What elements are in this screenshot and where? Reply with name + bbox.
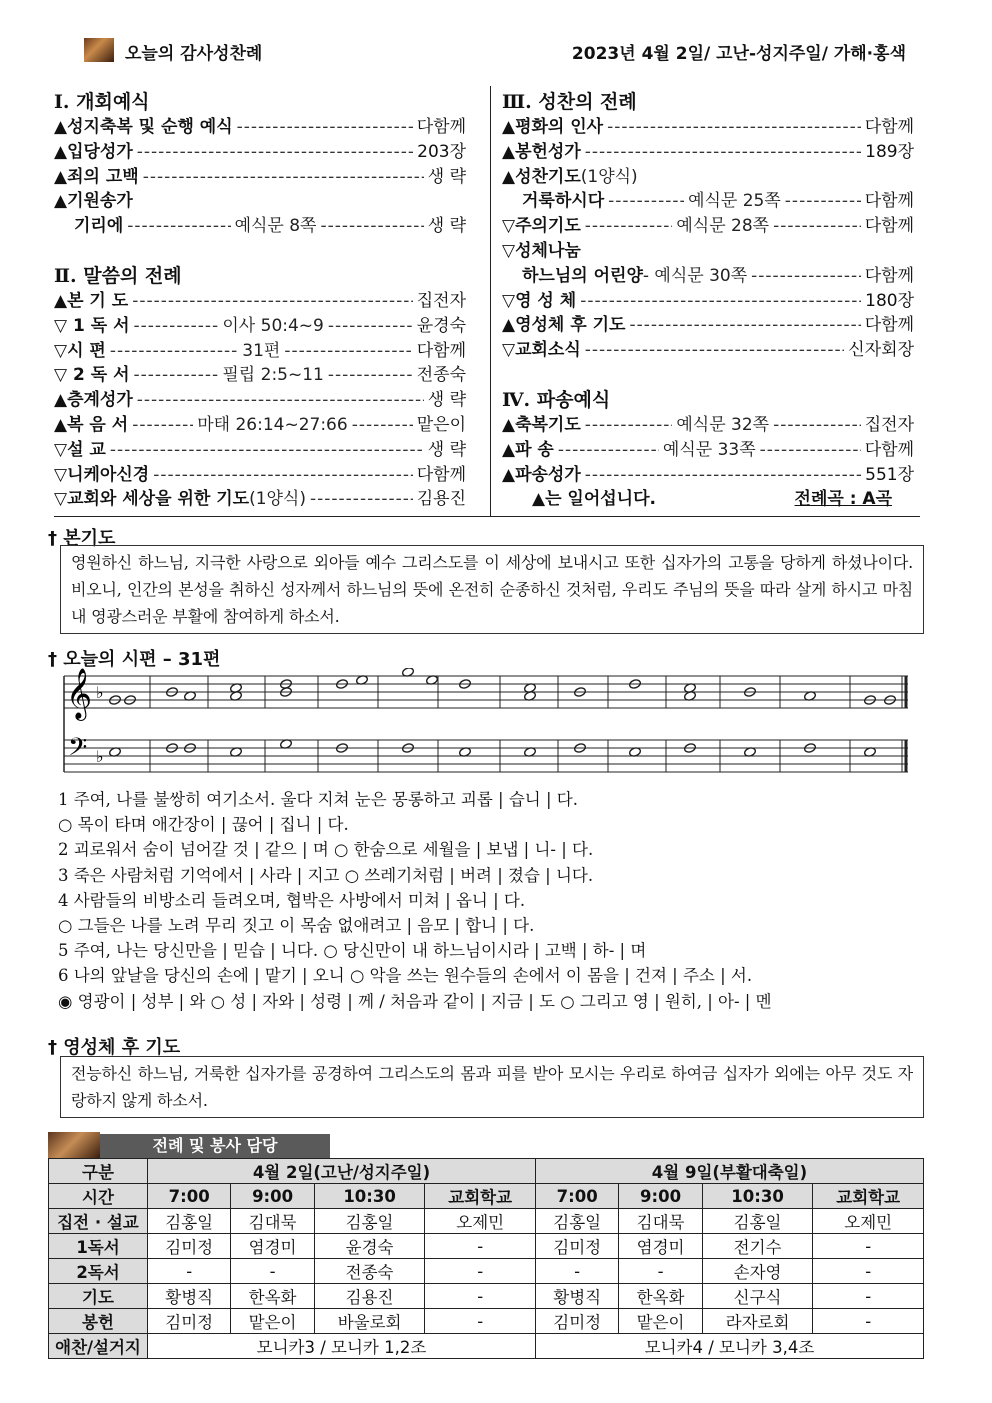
psalm-title: † 오늘의 시편 – 31편 (48, 649, 221, 670)
order-item-note: 필립 2:5~11 (222, 365, 324, 386)
leader-dots (585, 140, 861, 165)
order-item-label: 기리에 (74, 216, 124, 237)
order-item (54, 388, 466, 413)
order-item-assignee: 다함께 (416, 340, 466, 361)
order-item (54, 363, 466, 388)
table-cell: 김미정 (148, 1234, 231, 1259)
row-label: 시간 (49, 1184, 148, 1209)
psalm-verse: 4 사람들의 비방소리 들려오며, 협박은 사방에서 미쳐 | 옵니 | 다. (58, 890, 526, 910)
row-label: 애찬/설거지 (49, 1334, 148, 1359)
table-cell: 김용진 (314, 1284, 425, 1309)
table-row (49, 1309, 924, 1334)
section-title: Ⅲ. 성찬의 전례 (502, 91, 637, 113)
order-item (502, 264, 914, 289)
leader-dots (558, 438, 659, 463)
section-divider (54, 516, 920, 517)
order-item-assignee: 다함께 (864, 216, 914, 237)
order-item-assignee: 180장 (865, 290, 914, 311)
svg-text:𝄞: 𝄞 (66, 668, 93, 719)
order-item-label: ▽성체나눔 (502, 240, 581, 261)
leader-dots (585, 338, 845, 363)
table-cell: 김홍일 (702, 1209, 813, 1234)
time-cell: 9:00 (619, 1184, 702, 1209)
order-item-note: 이사 50:4~9 (222, 315, 324, 336)
order-item-label: ▲평화의 인사 (502, 117, 604, 137)
table-cell: - (619, 1259, 702, 1284)
order-item-assignee: 203장 (417, 141, 466, 162)
table-cell: 염경미 (619, 1234, 702, 1259)
order-item (54, 289, 466, 314)
stand-note: ▲는 일어섭니다. (532, 489, 656, 510)
table-cell: 김미정 (535, 1234, 618, 1259)
order-item (54, 413, 466, 438)
order-item-note: 예식문 8쪽 (234, 216, 317, 237)
date-header: 4월 2일(고난/성지주일) (148, 1159, 536, 1184)
time-cell: 교회학교 (425, 1184, 536, 1209)
table-cell: 모니카3 / 모니카 1,2조 (148, 1334, 536, 1359)
table-cell: 황병직 (535, 1284, 618, 1309)
table-cell: - (813, 1259, 924, 1284)
page-date: 2023년 4월 2일/ 고난-성지주일/ 가해·홍색 (571, 44, 906, 64)
column-divider (490, 86, 491, 516)
order-item-label: 하느님의 어린양 (522, 265, 643, 286)
table-cell: - (813, 1234, 924, 1259)
time-row (49, 1184, 924, 1209)
leader-dots (132, 413, 193, 438)
psalm-verse: ○ 그들은 나를 노려 무리 짓고 이 목숨 없애려고 | 음모 | 합니 | 다. (58, 916, 535, 935)
order-item (54, 438, 466, 463)
collect-text: 영원하신 하느님, 지극한 사랑으로 외아들 예수 그리스도를 이 세상에 보내시고 또한 십자가의 고통을 당하게 하셨나이다. 비오니, 인간의 본성을 취하신 성자께서 하느님의 뜻에 온전히 순종하신 것처럼, 우리도 주님의 뜻을 따라 살게 하시고 마침내 영광스러운 부활에 참여하게 하소서. (60, 545, 924, 634)
table-cell: - (148, 1259, 231, 1284)
order-item-label: ▽주의기도 (502, 216, 581, 237)
order-item-label: ▲층계성가 (54, 390, 133, 411)
leader-dots (585, 214, 673, 239)
tune-note: 전례곡 : A곡 (794, 489, 892, 510)
table-cell: 맡은이 (619, 1309, 702, 1334)
order-item-assignee: 맡은이 (416, 414, 467, 435)
leader-dots (629, 313, 860, 338)
page-title: 오늘의 감사성찬례 (125, 44, 263, 64)
table-cell: - (425, 1309, 536, 1334)
order-item-label: ▽교회소식 (502, 340, 581, 361)
table-cell: - (535, 1259, 618, 1284)
order-item-assignee: 다함께 (416, 464, 466, 485)
order-item (502, 438, 914, 463)
psalm-verse: ◉ 영광이 | 성부 | 와 ○ 성 | 자와 | 성령 | 께 / 처음과 같이 | 지금 | 도 ○ 그리고 영 | 원히, | 아- | 멘 (58, 991, 772, 1011)
order-item-assignee: 다함께 (864, 439, 915, 460)
psalm-verse: 3 죽은 사람처럼 기억에서 | 사라 | 지고 ○ 쓰레기처럼 | 버려 | 졌습 | 니다. (58, 865, 594, 885)
order-item-note: - 예식문 30쪽 (642, 265, 748, 286)
leader-dots (585, 413, 673, 438)
order-item (502, 140, 914, 165)
order-item-label: ▲파송성가 (502, 464, 581, 485)
collect-title: † 본기도 (48, 528, 116, 549)
order-list (502, 413, 914, 487)
order-item-label: ▲파 송 (502, 439, 554, 460)
section-title: Ⅳ. 파송예식 (502, 388, 611, 411)
table-row (49, 1334, 924, 1359)
order-item (54, 214, 466, 239)
order-item-note: (1양식) (249, 489, 306, 510)
order-item (502, 338, 914, 363)
table-cell: - (425, 1234, 536, 1259)
order-item (502, 313, 914, 338)
leader-dots (773, 413, 861, 438)
order-item-assignee: 집전자 (416, 290, 466, 311)
table-cell: 김홍일 (314, 1209, 425, 1234)
table-row (49, 1234, 924, 1259)
postcommunion-text: 전능하신 하느님, 거룩한 십자가를 공경하여 그리스도의 몸과 피를 받아 모시는 우리로 하여금 십자가 외에는 아무 것도 자랑하지 않게 하소서. (60, 1056, 924, 1118)
table-cell: 전종숙 (314, 1259, 425, 1284)
order-item (54, 165, 466, 190)
corner-cell: 구분 (49, 1159, 148, 1184)
leader-dots (143, 165, 424, 190)
table-cell: 김대묵 (231, 1209, 314, 1234)
order-item-assignee: 다함께 (864, 265, 914, 286)
leader-dots (760, 438, 861, 463)
leader-dots (785, 189, 861, 214)
duty-table (48, 1158, 924, 1359)
table-cell: - (425, 1259, 536, 1284)
leader-dots (585, 463, 861, 488)
leader-dots (328, 363, 413, 388)
order-item-assignee: 김용진 (416, 489, 466, 510)
order-list (54, 289, 466, 512)
leader-dots (153, 463, 413, 488)
order-item-note: 마태 26:14~27:66 (197, 414, 348, 435)
table-cell: 염경미 (231, 1234, 314, 1259)
order-item-assignee: 생 략 (427, 216, 467, 237)
postcommunion-title: † 영성체 후 기도 (48, 1037, 181, 1058)
order-item-assignee: 신자회장 (848, 340, 914, 361)
order-item-note: 예식문 25쪽 (688, 191, 781, 212)
order-item-note: 예식문 32쪽 (676, 414, 770, 435)
order-item-note: 예식문 33쪽 (662, 439, 756, 460)
order-item-assignee: 전종숙 (416, 365, 466, 386)
table-cell: 김미정 (535, 1309, 618, 1334)
table-cell: 김홍일 (148, 1209, 231, 1234)
time-cell: 10:30 (314, 1184, 425, 1209)
order-item (54, 314, 466, 339)
row-label: 집전 · 설교 (49, 1209, 148, 1234)
psalm-verse: 6 나의 앞날을 당신의 손에 | 맡기 | 오니 ○ 악을 쓰는 원수들의 손에서 이 몸을 | 건져 | 주소 | 서. (58, 966, 753, 986)
psalm-verse: ○ 목이 타며 애간장이 | 끊어 | 집니 | 다. (58, 815, 349, 835)
table-cell: 오제민 (425, 1209, 536, 1234)
order-item (54, 339, 466, 364)
order-item-assignee: 다함께 (864, 315, 914, 336)
section-title: Ⅱ. 말씀의 전례 (54, 264, 182, 287)
svg-text:♭: ♭ (96, 683, 104, 702)
table-cell: - (813, 1284, 924, 1309)
leader-dots (132, 289, 413, 314)
order-item (502, 239, 914, 264)
section-title: Ⅰ. 개회예식 (54, 91, 150, 113)
leader-dots (580, 289, 861, 314)
order-item (54, 487, 466, 512)
leader-dots (127, 214, 230, 239)
order-item (502, 165, 914, 190)
table-cell: 황병직 (148, 1284, 231, 1309)
order-item-label: ▲봉헌성가 (502, 141, 581, 162)
table-cell: 한옥화 (231, 1284, 314, 1309)
leader-dots (110, 339, 238, 364)
order-left-column (54, 90, 466, 512)
table-cell: 한옥화 (619, 1284, 702, 1309)
order-item-assignee: 생 략 (427, 390, 466, 411)
order-item-note: 예식문 28쪽 (676, 216, 770, 237)
order-item-label: ▽교회와 세상을 위한 기도 (54, 489, 250, 510)
order-item-assignee: 생 략 (427, 439, 466, 460)
order-item-assignee: 다함께 (864, 191, 915, 212)
header-photo (84, 38, 114, 62)
row-label: 봉헌 (49, 1309, 148, 1334)
table-row (49, 1209, 924, 1234)
time-cell: 교회학교 (813, 1184, 924, 1209)
order-item (502, 214, 914, 239)
leader-dots (773, 214, 861, 239)
table-row (49, 1259, 924, 1284)
time-cell: 9:00 (231, 1184, 314, 1209)
note-row (502, 487, 914, 512)
leader-dots (110, 438, 424, 463)
psalm-music-notation (60, 668, 912, 788)
leader-dots (607, 115, 861, 140)
order-item-assignee: 189장 (865, 141, 914, 162)
leader-dots (352, 413, 413, 438)
table-row (49, 1284, 924, 1309)
order-item-assignee: 생 략 (427, 166, 466, 187)
table-cell: - (813, 1309, 924, 1334)
order-item-label: ▲영성체 후 기도 (502, 315, 626, 336)
leader-dots (328, 314, 413, 339)
order-item-label: ▲성지축복 및 순행 예식 (54, 117, 233, 137)
order-item (502, 463, 914, 488)
table-cell: 맡은이 (231, 1309, 314, 1334)
order-item (502, 413, 914, 438)
order-item-label: ▽설 교 (54, 439, 106, 460)
order-item (502, 189, 914, 214)
leader-dots (320, 214, 423, 239)
table-cell: 모니카4 / 모니카 3,4조 (535, 1334, 923, 1359)
order-item-note: 31편 (242, 340, 281, 361)
table-cell: 손자영 (702, 1259, 813, 1284)
table-cell: 김홍일 (535, 1209, 618, 1234)
duty-title: 전례 및 봉사 담당 (100, 1134, 330, 1158)
order-item (502, 115, 914, 140)
order-item (54, 189, 466, 214)
order-item-label: ▲축복기도 (502, 414, 581, 435)
order-item-label: ▲성찬기도 (502, 166, 581, 187)
psalm-verse: 5 주여, 나는 당신만을 | 믿습 | 니다. ○ 당신만이 내 하느님이시라 | 고백 | 하- | 며 (58, 941, 647, 961)
order-right-column (502, 90, 914, 512)
table-cell: 전기수 (702, 1234, 813, 1259)
order-item-note: (1양식) (580, 166, 638, 187)
order-item-label: ▲복 음 서 (54, 414, 129, 435)
leader-dots (284, 339, 412, 364)
leader-dots (134, 363, 219, 388)
table-cell: 김미정 (148, 1309, 231, 1334)
table-cell: 라자로회 (702, 1309, 813, 1334)
order-item-label: ▲본 기 도 (54, 290, 129, 311)
order-item-assignee: 집전자 (864, 414, 914, 435)
table-cell: 김대묵 (619, 1209, 702, 1234)
order-item-label: ▽영 성 체 (502, 290, 577, 311)
order-item-assignee: 551장 (865, 464, 914, 485)
table-cell: 바울로회 (314, 1309, 425, 1334)
leader-dots (310, 487, 413, 512)
order-item-label: ▽니케아신경 (54, 464, 150, 485)
order-item-label: ▽ 2 독 서 (54, 365, 130, 386)
time-cell: 7:00 (148, 1184, 231, 1209)
leader-dots (137, 140, 413, 165)
order-item-assignee: 다함께 (864, 117, 914, 137)
table-cell: - (231, 1259, 314, 1284)
order-list (502, 115, 914, 363)
time-cell: 10:30 (702, 1184, 813, 1209)
svg-text:𝄢: 𝄢 (68, 733, 88, 768)
order-item-label: ▽시 편 (54, 340, 106, 361)
date-header: 4월 9일(부활대축일) (535, 1159, 923, 1184)
order-item-label: ▲죄의 고백 (54, 166, 139, 187)
order-item-label: 거룩하시다 (522, 191, 605, 212)
order-item (54, 140, 466, 165)
row-label: 2독서 (49, 1259, 148, 1284)
leader-dots (608, 189, 684, 214)
row-label: 1독서 (49, 1234, 148, 1259)
order-item-label: ▲기원송가 (54, 191, 133, 212)
order-item-assignee: 윤경숙 (416, 315, 466, 336)
leader-dots (137, 388, 424, 413)
order-item-label: ▽ 1 독 서 (54, 315, 130, 336)
order-item-assignee: 다함께 (416, 117, 466, 137)
leader-dots (237, 115, 413, 140)
duty-photo (48, 1132, 100, 1158)
order-item (54, 115, 466, 140)
table-cell: - (425, 1284, 536, 1309)
order-item (502, 289, 914, 314)
psalm-verse: 2 괴로워서 숨이 넘어갈 것 | 같으 | 며 ○ 한숨으로 세월을 | 보냅 | 니- | 다. (58, 840, 594, 860)
table-header-row (49, 1159, 924, 1184)
order-list (54, 115, 466, 239)
time-cell: 7:00 (535, 1184, 618, 1209)
order-item-label: ▲입당성가 (54, 141, 133, 162)
order-item (54, 463, 466, 488)
leader-dots (751, 264, 861, 289)
leader-dots (134, 314, 219, 339)
table-cell: 오제민 (813, 1209, 924, 1234)
table-cell: 윤경숙 (314, 1234, 425, 1259)
psalm-verse: 1 주여, 나를 불쌍히 여기소서. 울다 지쳐 눈은 몽롱하고 괴롭 | 습니 | 다. (58, 790, 578, 809)
svg-text:♭: ♭ (96, 747, 104, 766)
table-cell: 신구식 (702, 1284, 813, 1309)
row-label: 기도 (49, 1284, 148, 1309)
